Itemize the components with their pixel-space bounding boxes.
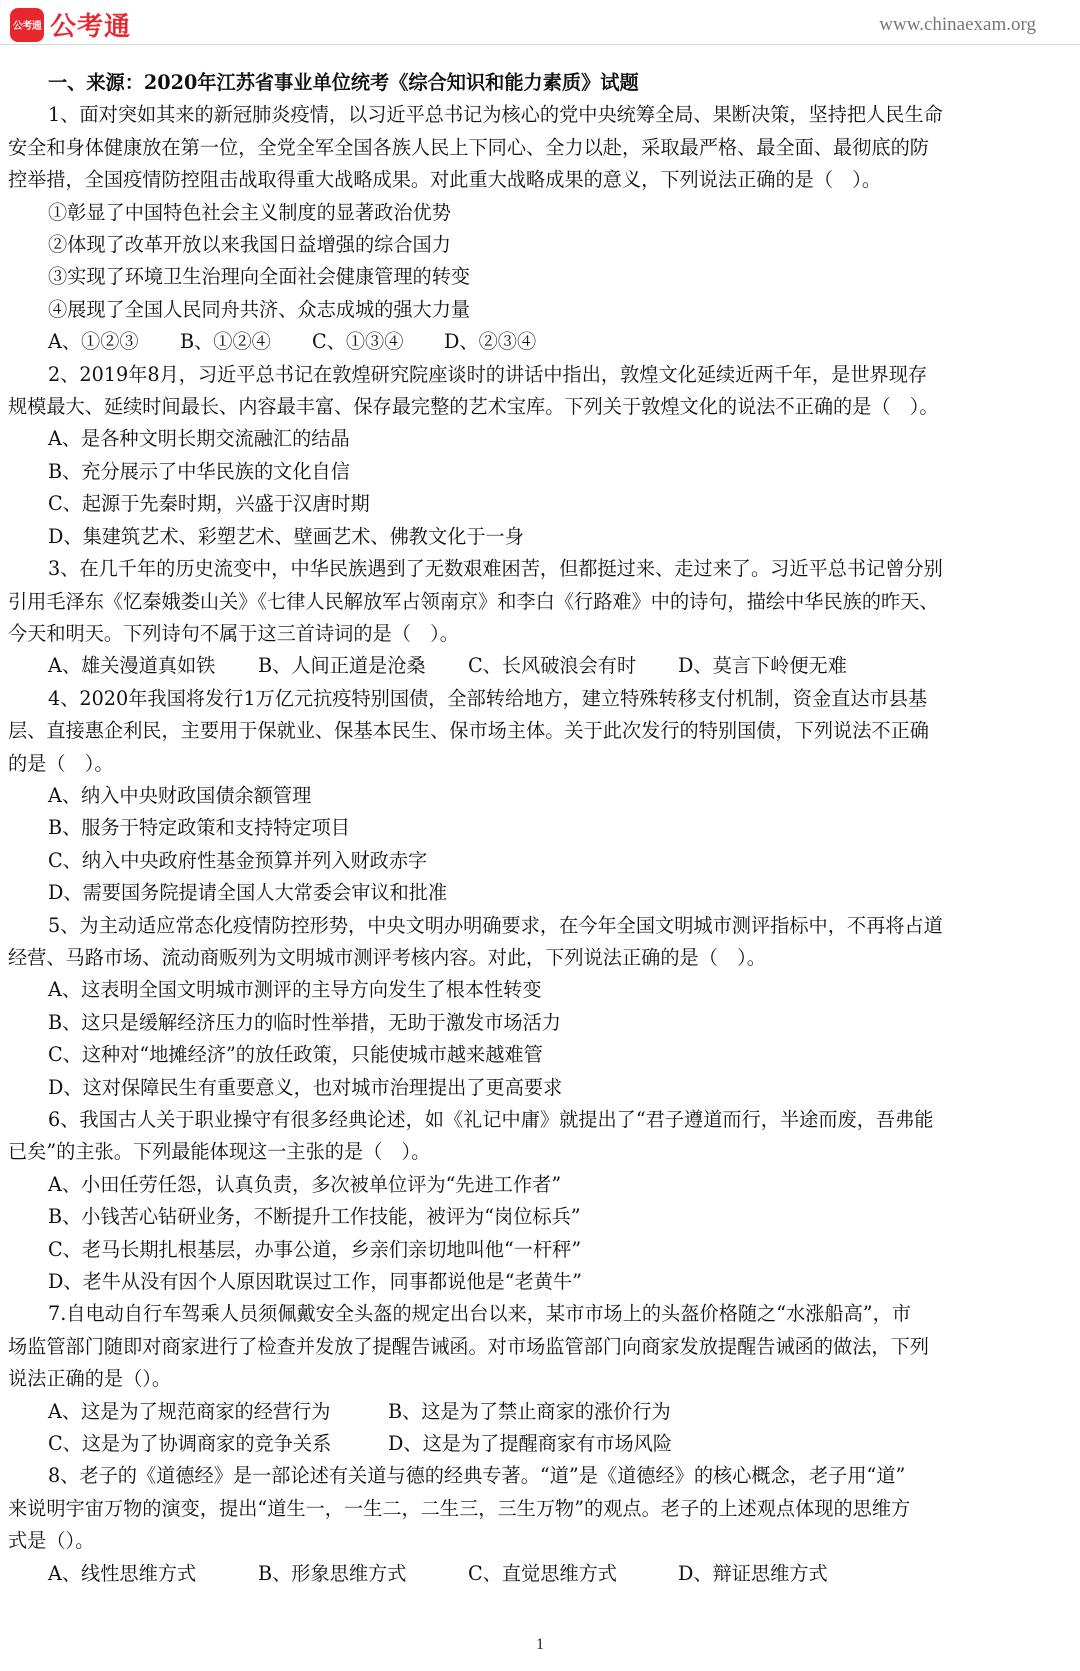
option-c: C、直觉思维方式 [468, 1561, 617, 1585]
header-divider [0, 44, 1080, 45]
question-8 [8, 1460, 1058, 1590]
answer-options [8, 650, 1058, 682]
statement-item: ①彰显了中国特色社会主义制度的显著政治优势 [48, 200, 451, 224]
logo-icon: 公考通 [10, 8, 44, 42]
option-d: D、莫言下岭便无难 [678, 654, 847, 678]
option-c: C、这种对“地摊经济”的放任政策，只能使城市越来越难管 [48, 1043, 543, 1067]
logo-text: 公考通 [50, 12, 132, 42]
section-title: 一、来源：2020年江苏省事业单位统考《综合知识和能力素质》试题 [48, 71, 639, 94]
option-d: D、老牛从没有因个人原因耽误过工作，同事都说他是“老黄牛” [48, 1270, 582, 1294]
option-b: B、充分展示了中华民族的文化自信 [48, 459, 350, 483]
option-a: A、这是为了规范商家的经营行为 [48, 1399, 331, 1423]
question-text: 8、老子的《道德经》是一部论述有关道与德的经典专著。“道”是《道德经》的核心概念，老子用“道” [48, 1464, 906, 1488]
brand-logo[interactable] [10, 6, 131, 43]
option-c: C、起源于先秦时期，兴盛于汉唐时期 [48, 492, 370, 516]
question-text: 式是（）。 [8, 1529, 95, 1553]
question-1 [8, 99, 1058, 358]
answer-options [8, 1558, 1058, 1590]
question-text: 规模最大、延续时间最长、内容最丰富、保存最完整的艺术宝库。下列关于敦煌文化的说法不正确的是（ ）。 [8, 395, 939, 419]
option-a: A、是各种文明长期交流融汇的结晶 [48, 427, 350, 451]
question-text: 的是（ ）。 [8, 751, 114, 775]
option-b: B、这是为了禁止商家的涨价行为 [388, 1399, 671, 1423]
question-text: 5、为主动适应常态化疫情防控形势，中央文明办明确要求，在今年全国文明城市测评指标中，不再将占道 [48, 913, 943, 937]
option-c: C、老马长期扎根基层，办事公道，乡亲们亲切地叫他“一杆秤” [48, 1237, 582, 1261]
option-b: B、这只是缓解经济压力的临时性举措，无助于激发市场活力 [48, 1010, 561, 1034]
question-text: 今天和明天。下列诗句不属于这三首诗词的是（ ）。 [8, 621, 459, 645]
option-c: C、长风破浪会有时 [468, 654, 637, 678]
statement-item: ③实现了环境卫生治理向全面社会健康管理的转变 [48, 265, 471, 289]
statement-item: ④展现了全国人民同舟共济、众志成城的强大力量 [48, 297, 471, 321]
question-text: 说法正确的是（）。 [8, 1367, 172, 1391]
question-text: 来说明宇宙万物的演变，提出“道生一，一生二，二生三，三生万物”的观点。老子的上述观点体现的思维方 [8, 1496, 911, 1520]
site-url: www.chinaexam.org [879, 14, 1036, 35]
document-body [8, 67, 1058, 1590]
answer-options [8, 1428, 1058, 1460]
option-d: D、这对保障民生有重要意义，也对城市治理提出了更高要求 [48, 1075, 563, 1099]
option-d: D、辩证思维方式 [678, 1561, 828, 1585]
option-b: B、形象思维方式 [258, 1561, 407, 1585]
question-text: 3、在几千年的历史流变中，中华民族遇到了无数艰难困苦，但都挺过来、走过来了。习近平总书记曾分别 [48, 557, 943, 581]
page-header [0, 0, 1080, 52]
question-text: 已矣”的主张。下列最能体现这一主张的是（ ）。 [8, 1140, 431, 1164]
statement-item: ②体现了改革开放以来我国日益增强的综合国力 [48, 233, 451, 257]
option-a: A、线性思维方式 [48, 1561, 197, 1585]
option-b: B、人间正道是沧桑 [258, 654, 426, 678]
option-a: A、这表明全国文明城市测评的主导方向发生了根本性转变 [48, 978, 542, 1002]
question-text: 7.自电动自行车驾乘人员须佩戴安全头盔的规定出台以来，某市市场上的头盔价格随之“水涨船高”，市 [48, 1302, 911, 1326]
question-text: 经营、马路市场、流动商贩列为文明城市测评考核内容。对此，下列说法正确的是（ ）。 [8, 945, 766, 969]
question-4 [8, 683, 1058, 910]
question-text: 4、2020年我国将发行1万亿元抗疫特别国债，全部转给地方，建立特殊转移支付机制，资金直达市县基 [48, 686, 928, 710]
question-text: 场监管部门随即对商家进行了检查并发放了提醒告诫函。对市场监管部门向商家发放提醒告诫函的做法，下列 [8, 1334, 929, 1358]
option-a: A、小田任劳任怨，认真负责，多次被单位评为“先进工作者” [48, 1172, 562, 1196]
question-6 [8, 1104, 1058, 1298]
question-text: 控举措，全国疫情防控阻击战取得重大战略成果。对此重大战略成果的意义，下列说法正确的是（ ）。 [8, 168, 882, 192]
option-c: C、这是为了协调商家的竞争关系 [48, 1432, 332, 1456]
question-text: 2、2019年8月，习近平总书记在敦煌研究院座谈时的讲话中指出，敦煌文化延续近两千年，是世界现存 [48, 362, 928, 386]
page-number: 1 [536, 1636, 544, 1653]
question-5 [8, 910, 1058, 1104]
question-text: 1、面对突如其来的新冠肺炎疫情，以习近平总书记为核心的党中央统筹全局、果断决策，坚持把人民生命 [48, 103, 943, 127]
option-b: B、服务于特定政策和支持特定项目 [48, 816, 350, 840]
option-a: A、①②③ [48, 330, 139, 354]
option-a: A、纳入中央财政国债余额管理 [48, 783, 312, 807]
option-b: B、小钱苦心钻研业务，不断提升工作技能，被评为“岗位标兵” [48, 1205, 581, 1229]
option-d: D、这是为了提醒商家有市场风险 [388, 1432, 673, 1456]
answer-options [8, 326, 1058, 358]
option-d: D、集建筑艺术、彩塑艺术、壁画艺术、佛教文化于一身 [48, 524, 524, 548]
option-b: B、①②④ [180, 330, 271, 354]
option-d: D、需要国务院提请全国人大常委会审议和批准 [48, 881, 448, 905]
question-text: 引用毛泽东《忆秦娥娄山关》《七律人民解放军占领南京》和李白《行路难》中的诗句，描绘中华民族的昨天、 [8, 589, 939, 613]
question-3 [8, 553, 1058, 683]
option-c: C、纳入中央政府性基金预算并列入财政赤字 [48, 848, 428, 872]
question-text: 安全和身体健康放在第一位，全党全军全国各族人民上下同心、全力以赴，采取最严格、最全面、最彻底的防 [8, 135, 929, 159]
question-text: 层、直接惠企利民，主要用于保就业、保基本民生、保市场主体。关于此次发行的特别国债，下列说法不正确 [8, 719, 929, 743]
question-7 [8, 1298, 1058, 1460]
option-c: C、①③④ [312, 330, 404, 354]
option-a: A、雄关漫道真如铁 [48, 654, 216, 678]
answer-options [8, 1396, 1058, 1428]
question-text: 6、我国古人关于职业操守有很多经典论述，如《礼记中庸》就提出了“君子遵道而行，半途而废，吾弗能 [48, 1108, 934, 1131]
option-d: D、②③④ [444, 330, 537, 354]
question-2 [8, 359, 1058, 553]
